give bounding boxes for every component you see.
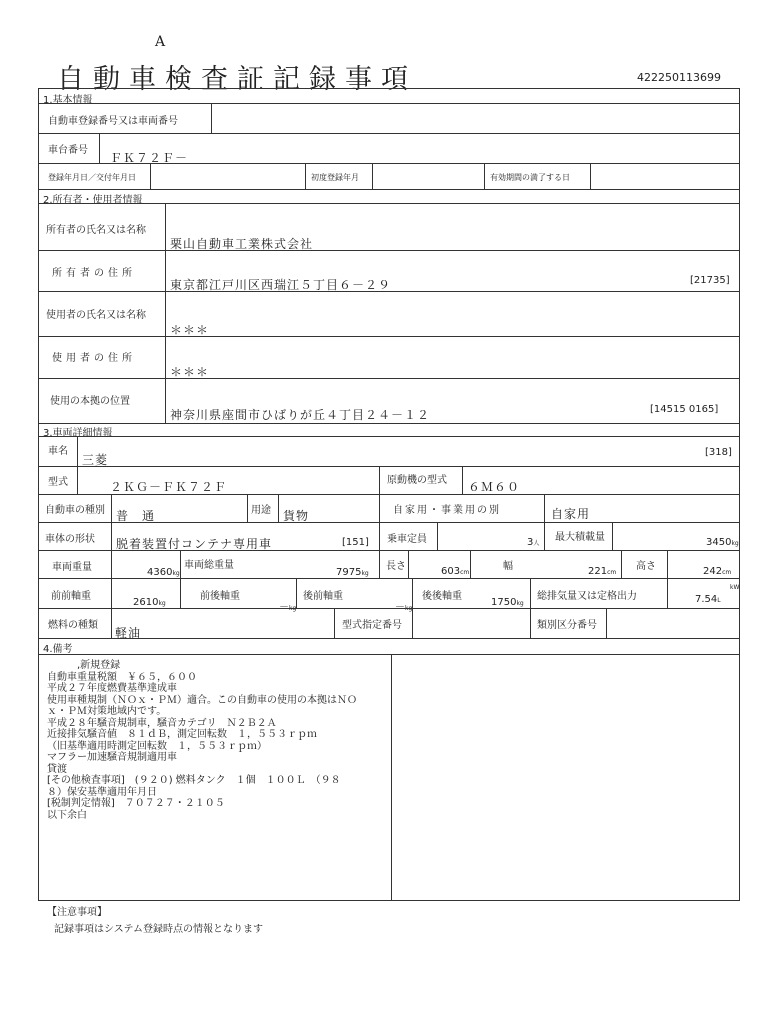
vehicle-weight-value: 4360kg (147, 567, 180, 578)
remark-line: ｘ・ＰＭ対策地域内です。 (47, 706, 167, 717)
gross-weight-value: 7975kg (336, 567, 369, 578)
rear-front-axle-value: －kg (395, 602, 413, 613)
max-load-value: 3450kg (706, 537, 739, 548)
first-registration-label: 初度登録年月 (311, 173, 359, 182)
remark-line: ,新規登録 (47, 660, 121, 671)
remark-line: 近接排気騒音値 ８１ｄＢ，測定回転数 １，５５３ｒｐｍ (47, 729, 317, 740)
rear-rear-axle-value: 1750kg (491, 597, 524, 608)
class-number-label: 類別区分番号 (537, 620, 597, 631)
front-front-axle-value: 2610kg (133, 597, 166, 608)
displacement-label: 総排気量又は定格出力 (537, 591, 637, 602)
fuel-type-value: 軽油 (115, 626, 142, 640)
rear-rear-axle-label: 後後軸重 (422, 591, 462, 602)
maker-label: 車名 (48, 446, 68, 457)
document-title: 自動車検査証記録事項 (57, 64, 417, 95)
user-address-label: 使用者の住所 (52, 353, 136, 364)
width-label: 幅 (503, 561, 513, 572)
chassis-number-value: ＦＫ７２Ｆ－ (110, 151, 189, 165)
user-address-value: ＊＊＊ (170, 365, 210, 379)
remark-line: 使用車種規制（ＮＯｘ・ＰＭ）適合。この自動車の使用の本拠はＮＯ (47, 694, 357, 706)
remark-line: [税制判定情報] ７０７２７・２１０５ (47, 798, 225, 809)
expiry-date-label: 有効期間の満了する日 (490, 173, 570, 182)
max-load-label: 最大積載量 (555, 532, 605, 543)
document-number: 422250113699 (637, 71, 721, 84)
width-value: 221cm (588, 566, 617, 577)
remark-line: [その他検査事項] (９２０) 燃料タンク １個 １００Ｌ （９８ (47, 775, 341, 786)
rear-front-axle-label: 後前軸重 (303, 591, 343, 602)
vehicle-use-value: 貨物 (283, 509, 310, 523)
length-label: 長さ (386, 561, 406, 572)
body-shape-label: 車体の形状 (45, 534, 95, 545)
owner-name-label: 所有者の氏名又は名称 (46, 225, 146, 236)
engine-type-label: 原動機の型式 (387, 475, 447, 486)
remark-line: 平成２８年騒音規制車，騒音カテゴリ Ｎ２Ｂ２Ａ (47, 717, 277, 729)
fuel-type-label: 燃料の種類 (48, 620, 98, 631)
base-location-value: 神奈川県座間市ひばりが丘４丁目２４－１２ (170, 408, 431, 422)
remark-line: 平成２７年度燃費基準達成車 (47, 683, 177, 694)
remark-line: ８）保安基準適用年月日 (47, 786, 157, 798)
displacement-unit-kw: kW (730, 584, 740, 591)
height-label: 高さ (636, 561, 656, 572)
vehicle-kind-value: 普 通 (116, 509, 156, 523)
front-rear-axle-value: －kg (279, 602, 297, 613)
remark-line: 以下余白 (47, 809, 87, 821)
owner-address-code: [21735] (690, 275, 730, 286)
base-location-code: [14515 0165] (650, 404, 719, 415)
gross-weight-label: 車両総重量 (184, 560, 234, 571)
section-vehicle-heading: 3.車両詳細情報 (43, 428, 113, 439)
private-business-value: 自家用 (551, 507, 591, 521)
remark-line: （旧基準適用時測定回転数 １，５５３ｒｐｍ） (47, 740, 267, 752)
type-designation-label: 型式指定番号 (342, 620, 402, 631)
user-name-value: ＊＊＊ (170, 323, 210, 337)
front-rear-axle-label: 前後軸重 (200, 591, 240, 602)
engine-type-value: ６Ｍ６０ (468, 480, 521, 494)
capacity-label: 乗車定員 (387, 534, 427, 545)
owner-name-value: 栗山自動車工業株式会社 (170, 237, 314, 251)
owner-address-value: 東京都江戸川区西瑞江５丁目６－２９ (170, 278, 392, 292)
maker-value: 三菱 (82, 453, 109, 467)
model-value: ２ＫＧ－ＦＫ７２Ｆ (110, 480, 228, 494)
reg-number-label: 自動車登録番号又は車両番号 (48, 116, 178, 127)
remarks-text (47, 660, 357, 821)
maker-code: [318] (705, 447, 732, 458)
remark-line: 自動車重量税額 ￥６５，６００ (47, 671, 197, 683)
vehicle-weight-label: 車両重量 (52, 562, 92, 573)
displacement-value: 7.54L (695, 594, 721, 605)
chassis-number-label: 車台番号 (48, 145, 88, 156)
section-remarks-heading: 4.備考 (43, 644, 73, 655)
private-business-label: 自家用・事業用の別 (393, 505, 501, 516)
issue-date-label: 登録年月日／交付年月日 (48, 173, 136, 182)
section-owner-heading: 2.所有者・使用者情報 (43, 195, 143, 206)
model-label: 型式 (48, 477, 68, 488)
body-shape-code: [151] (342, 537, 369, 548)
form-mark: A (155, 34, 166, 50)
base-location-label: 使用の本拠の位置 (50, 396, 130, 407)
height-value: 242cm (703, 566, 732, 577)
length-value: 603cm (441, 566, 470, 577)
vehicle-kind-label: 自動車の種別 (45, 505, 105, 516)
owner-address-label: 所有者の住所 (52, 268, 136, 279)
front-front-axle-label: 前前軸重 (51, 591, 91, 602)
remark-line: マフラー加速騒音規制適用車 (47, 752, 177, 763)
remark-line: 貸渡 (47, 763, 67, 775)
notes-text: 記録事項はシステム登録時点の情報となります (54, 924, 263, 935)
notes-heading: 【注意事項】 (47, 907, 107, 918)
vehicle-use-label: 用途 (251, 505, 271, 516)
body-shape-value: 脱着装置付コンテナ専用車 (116, 537, 273, 551)
user-name-label: 使用者の氏名又は名称 (46, 310, 146, 321)
section-basic-heading: 1.基本情報 (43, 95, 93, 106)
capacity-value: 3人 (527, 537, 540, 548)
